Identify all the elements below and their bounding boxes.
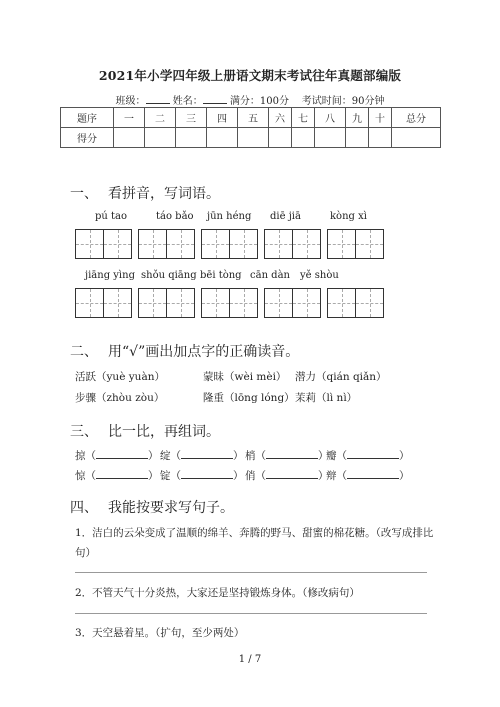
word-box[interactable] bbox=[264, 229, 321, 259]
pinyin: jiāng yìng bbox=[85, 270, 135, 281]
reading-item: 步骤（zhòu zòu） bbox=[75, 392, 165, 404]
word-box[interactable] bbox=[327, 288, 384, 318]
header-cell: 一 bbox=[114, 108, 145, 128]
score-cell[interactable] bbox=[114, 128, 145, 148]
compare-item: 瓣（ ） bbox=[326, 450, 410, 462]
pinyin: táo bǎo bbox=[156, 211, 194, 222]
score-table bbox=[60, 107, 441, 148]
score-cell[interactable] bbox=[238, 128, 269, 148]
header-cell: 九 bbox=[346, 108, 369, 128]
score-header-row bbox=[61, 108, 441, 128]
writing-grid-row-1 bbox=[75, 229, 384, 259]
header-cell: 十 bbox=[369, 108, 392, 128]
score-cell[interactable] bbox=[145, 128, 176, 148]
section-title: 看拼音，写词语。 bbox=[108, 186, 220, 202]
reading-item: 活跃（yuè yuàn） bbox=[75, 371, 165, 383]
question-3: 3．天空悬着星。（扩句，至少两处） bbox=[75, 627, 245, 639]
class-label: 班级： bbox=[115, 96, 146, 107]
answer-blank[interactable] bbox=[181, 449, 233, 459]
name-label: 姓名： bbox=[172, 96, 203, 107]
word-box[interactable] bbox=[75, 229, 132, 259]
answer-line[interactable] bbox=[75, 572, 427, 573]
header-cell: 四 bbox=[207, 108, 238, 128]
section-title: 比一比，再组词。 bbox=[108, 424, 220, 440]
score-label-cell: 得分 bbox=[61, 128, 114, 148]
answer-line[interactable] bbox=[75, 613, 427, 614]
pinyin: shǒu qiāng bbox=[141, 270, 197, 281]
header-cell: 题序 bbox=[61, 108, 114, 128]
header-cell: 二 bbox=[145, 108, 176, 128]
score-row bbox=[61, 128, 441, 148]
section-3-heading bbox=[70, 421, 220, 441]
pinyin: yě shòu bbox=[300, 270, 339, 281]
reading-item: 隆重（lōng lóng） bbox=[203, 392, 295, 404]
question-2: 2．不管天气十分炎热，大家还是坚持锻炼身体。（修改病句） bbox=[75, 587, 360, 599]
word-box[interactable] bbox=[327, 229, 384, 259]
score-cell[interactable] bbox=[315, 128, 346, 148]
header-cell: 三 bbox=[176, 108, 207, 128]
exam-time: 考试时间：90分钟 bbox=[301, 96, 385, 107]
header-cell: 总分 bbox=[392, 108, 441, 128]
score-cell[interactable] bbox=[346, 128, 369, 148]
section-title: 我能按要求写句子。 bbox=[108, 500, 234, 516]
section-number: 三、 bbox=[70, 424, 98, 440]
compare-item: 俏（ ） bbox=[245, 470, 329, 482]
answer-blank[interactable] bbox=[266, 469, 318, 479]
pinyin: bēi tòng bbox=[200, 270, 242, 281]
reading-item: 蒙昧（wèi mèi） bbox=[203, 371, 287, 383]
compare-item: 辩（ ） bbox=[326, 470, 410, 482]
pinyin: kòng xì bbox=[330, 211, 367, 222]
word-box[interactable] bbox=[201, 288, 258, 318]
section-1-heading bbox=[70, 183, 220, 203]
reading-item: 潜力（qián qiǎn） bbox=[295, 371, 387, 383]
pinyin: jūn héng bbox=[207, 211, 252, 222]
answer-blank[interactable] bbox=[181, 469, 233, 479]
header-cell: 八 bbox=[315, 108, 346, 128]
score-cell[interactable] bbox=[269, 128, 292, 148]
word-box[interactable] bbox=[138, 229, 195, 259]
name-blank bbox=[203, 94, 227, 104]
compare-item: 惊（ ） bbox=[75, 470, 159, 482]
score-cell[interactable] bbox=[292, 128, 315, 148]
word-box[interactable] bbox=[138, 288, 195, 318]
reading-item: 茉莉（lì nì） bbox=[295, 392, 358, 404]
compare-item: 梢（ ） bbox=[245, 450, 329, 462]
header-cell: 五 bbox=[238, 108, 269, 128]
class-blank bbox=[146, 94, 170, 104]
full-score: 满分：100分 bbox=[229, 96, 289, 107]
page-number: 1 / 7 bbox=[238, 654, 262, 665]
answer-blank[interactable] bbox=[96, 469, 148, 479]
pinyin: diē jiā bbox=[270, 211, 301, 222]
score-cell[interactable] bbox=[207, 128, 238, 148]
header-cell: 七 bbox=[292, 108, 315, 128]
header-cell: 六 bbox=[269, 108, 292, 128]
compare-item: 锭（ ） bbox=[160, 470, 244, 482]
score-cell[interactable] bbox=[369, 128, 392, 148]
score-cell[interactable] bbox=[392, 128, 441, 148]
section-number: 四、 bbox=[70, 500, 98, 516]
section-title: 用“√”画出加点字的正确读音。 bbox=[108, 344, 300, 360]
page-title: 2021年小学四年级上册语文期末考试往年真题部编版 bbox=[98, 68, 402, 83]
compare-item: 掠（ ） bbox=[75, 450, 159, 462]
compare-item: 绽（ ） bbox=[160, 450, 244, 462]
score-cell[interactable] bbox=[176, 128, 207, 148]
word-box[interactable] bbox=[201, 229, 258, 259]
pinyin: pú tao bbox=[95, 211, 128, 222]
question-1: 1．洁白的云朵变成了温顺的绵羊、奔腾的野马、甜蜜的棉花糖。（改写成排比 bbox=[75, 527, 434, 539]
word-box[interactable] bbox=[75, 288, 132, 318]
answer-blank[interactable] bbox=[347, 449, 399, 459]
section-2-heading bbox=[70, 341, 299, 361]
word-box[interactable] bbox=[264, 288, 321, 318]
section-number: 一、 bbox=[70, 186, 98, 202]
answer-blank[interactable] bbox=[266, 449, 318, 459]
question-1-cont: 句） bbox=[75, 547, 96, 559]
pinyin: cān dàn bbox=[250, 270, 290, 281]
exam-info bbox=[0, 92, 500, 107]
answer-blank[interactable] bbox=[347, 469, 399, 479]
section-4-heading bbox=[70, 497, 234, 517]
answer-blank[interactable] bbox=[96, 449, 148, 459]
section-number: 二、 bbox=[70, 344, 98, 360]
writing-grid-row-2 bbox=[75, 288, 384, 318]
